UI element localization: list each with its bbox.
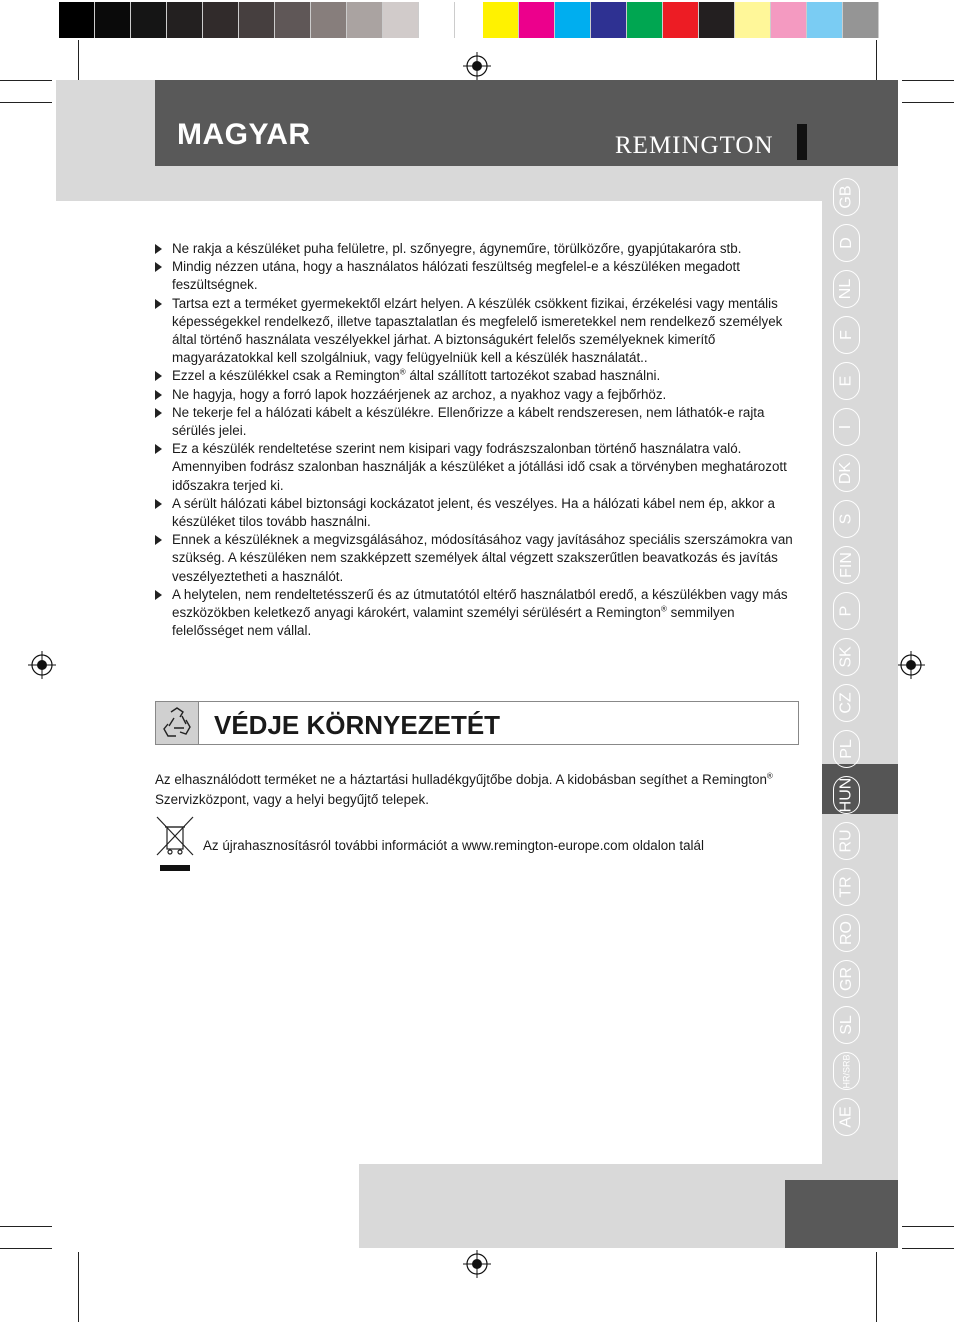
bullet-arrow-icon bbox=[155, 299, 162, 309]
language-tab-nl[interactable]: NL bbox=[833, 270, 860, 308]
crop-mark bbox=[902, 80, 954, 81]
crop-mark bbox=[78, 40, 79, 80]
list-item: Ezzel a készülékkel csak a Remington® által szállított tartozékot szabad használni. bbox=[155, 367, 805, 385]
language-tab-ru[interactable]: RU bbox=[833, 822, 860, 860]
list-item: Ne tekerje fel a hálózati kábelt a készülékre. Ellenőrizze a kábelt rendszeresen, nem láthatók-e rajta sérülés jelei. bbox=[155, 404, 805, 440]
list-item: Tartsa ezt a terméket gyermekektől elzárt helyen. A készülék csökkent fizikai, érzékelési vagy mentális képességekkel rendelkező, illetve tapasztalatlan és megfelelő ismeretekkel nem rendelkező személyek által történő használata veszélyekkel járhat. A biztonságukért felelős személyeknek kimerítő magyarázatokkal kell szolgálniuk, vagy felügyelniük kell a készülék használatát.. bbox=[155, 295, 805, 368]
bullet-arrow-icon bbox=[155, 262, 162, 272]
page-number-box bbox=[785, 1180, 898, 1248]
color-swatch bbox=[735, 2, 771, 38]
color-swatch bbox=[275, 2, 311, 38]
color-swatch bbox=[483, 2, 519, 38]
color-swatch bbox=[167, 2, 203, 38]
language-tab-hun[interactable]: HUN bbox=[833, 776, 860, 814]
bullet-arrow-icon bbox=[155, 408, 162, 418]
disposal-paragraph: Az elhasználódott terméket ne a háztartási hulladékgyűjtőbe dobja. A kidobásban segíthet a Remington® Szervizközpont, vagy a helyi begyűjtő telepek. bbox=[155, 771, 773, 807]
color-swatch bbox=[311, 2, 347, 38]
language-tab-tr[interactable]: TR bbox=[833, 868, 860, 906]
bullet-arrow-icon bbox=[155, 499, 162, 509]
color-swatch bbox=[239, 2, 275, 38]
color-swatch bbox=[95, 2, 131, 38]
language-tab-i[interactable]: I bbox=[833, 408, 860, 446]
color-swatch bbox=[383, 2, 419, 38]
language-tab-d[interactable]: D bbox=[833, 224, 860, 262]
color-swatch bbox=[131, 2, 167, 38]
crop-mark bbox=[0, 102, 52, 103]
crossed-bin-icon bbox=[155, 815, 195, 875]
language-tab-s[interactable]: S bbox=[833, 500, 860, 538]
language-tab-dk[interactable]: DK bbox=[833, 454, 860, 492]
bullet-arrow-icon bbox=[155, 371, 162, 381]
crop-mark bbox=[0, 80, 52, 81]
crop-mark bbox=[0, 1226, 52, 1227]
color-swatch bbox=[699, 2, 735, 38]
crop-mark bbox=[78, 1252, 79, 1322]
registration-mark-icon bbox=[463, 52, 491, 80]
language-tab-sl[interactable]: SL bbox=[833, 1006, 860, 1044]
list-item: A helytelen, nem rendeltetésszerű és az útmutatótól eltérő használatból eredő, a készülékben vagy más eszközökben keletkező anyagi károkért, valamint személyi sérülésért a Remington® semmilyen felelősséget nem vállal. bbox=[155, 586, 805, 641]
list-item: Ez a készülék rendeltetése szerint nem kisipari vagy fodrászszalonban történő használatra való. Amennyiben fodrász szalonban használják a készüléket a jótállási idő csak a törvényben meghatározott időszakra terjed ki. bbox=[155, 440, 805, 495]
bullet-arrow-icon bbox=[155, 590, 162, 600]
crop-mark bbox=[876, 40, 877, 80]
color-calibration-bar-dark bbox=[59, 2, 455, 38]
crop-mark bbox=[902, 1226, 954, 1227]
language-tab-gr[interactable]: GR bbox=[833, 960, 860, 998]
color-swatch bbox=[555, 2, 591, 38]
language-tab-cz[interactable]: CZ bbox=[833, 684, 860, 722]
color-swatch bbox=[591, 2, 627, 38]
color-swatch bbox=[59, 2, 95, 38]
color-swatch bbox=[807, 2, 843, 38]
color-swatch bbox=[627, 2, 663, 38]
registration-mark-icon bbox=[463, 1250, 491, 1278]
bullet-arrow-icon bbox=[155, 390, 162, 400]
language-tab-e[interactable]: E bbox=[833, 362, 860, 400]
list-item: Ennek a készüléknek a megvizsgálásához, módosításához vagy javításához speciális szerszámokra van szükség. A készüléken nem szakképzett személyek által végzett szakszerűtlen beavatkozás és javítás veszélyeztetheti a használót. bbox=[155, 531, 805, 586]
language-tab-f[interactable]: F bbox=[833, 316, 860, 354]
bullet-arrow-icon bbox=[155, 444, 162, 454]
page-title: MAGYAR bbox=[177, 118, 311, 151]
safety-bullet-list bbox=[155, 240, 805, 640]
color-swatch bbox=[843, 2, 879, 38]
language-tab-fin[interactable]: FIN bbox=[833, 546, 860, 584]
registration-mark-icon bbox=[28, 651, 56, 679]
list-item: Ne rakja a készüléket puha felületre, pl. szőnyegre, ágyneműre, törülközőre, gyapjútakaróra stb. bbox=[155, 240, 805, 258]
crop-mark bbox=[876, 1252, 877, 1322]
language-tab-sk[interactable]: SK bbox=[833, 638, 860, 676]
section-heading bbox=[155, 701, 799, 745]
recycle-icon bbox=[156, 702, 199, 744]
list-item: Ne hagyja, hogy a forró lapok hozzáérjenek az archoz, a nyakhoz vagy a fejbőrhöz. bbox=[155, 386, 805, 404]
list-item: A sérült hálózati kábel biztonsági kockázatot jelent, és veszélyes. Ha a hálózati kábel nem ép, akkor a készüléket tilos tovább használni. bbox=[155, 495, 805, 531]
registration-mark-icon bbox=[897, 651, 925, 679]
language-tab-pl[interactable]: PL bbox=[833, 730, 860, 768]
color-swatch bbox=[519, 2, 555, 38]
brand-bar bbox=[797, 124, 807, 160]
color-calibration-bar-cmyk bbox=[483, 2, 879, 38]
bullet-arrow-icon bbox=[155, 244, 162, 254]
language-tab-gb[interactable]: GB bbox=[833, 178, 860, 216]
crop-mark bbox=[902, 1248, 954, 1249]
color-swatch bbox=[419, 2, 455, 38]
language-tab-ro[interactable]: RO bbox=[833, 914, 860, 952]
bullet-arrow-icon bbox=[155, 535, 162, 545]
color-swatch bbox=[663, 2, 699, 38]
section-title: VÉDJE KÖRNYEZETÉT bbox=[214, 710, 501, 740]
language-tab-hr-srb[interactable]: HR/SRB bbox=[833, 1052, 860, 1090]
list-item: Mindig nézzen utána, hogy a használatos hálózati feszültség megfelel-e a készüléken megadott feszültségnek. bbox=[155, 258, 805, 294]
brand-logo: REMINGTON bbox=[615, 132, 774, 159]
recycle-info-text: Az újrahasznosításról további információt a www.remington-europe.com oldalon talál bbox=[203, 838, 704, 853]
color-swatch bbox=[347, 2, 383, 38]
page-header bbox=[155, 80, 898, 166]
crop-mark bbox=[902, 102, 954, 103]
language-tab-ae[interactable]: AE bbox=[833, 1098, 860, 1136]
color-swatch bbox=[771, 2, 807, 38]
color-swatch bbox=[203, 2, 239, 38]
language-tab-p[interactable]: P bbox=[833, 592, 860, 630]
crop-mark bbox=[0, 1248, 52, 1249]
